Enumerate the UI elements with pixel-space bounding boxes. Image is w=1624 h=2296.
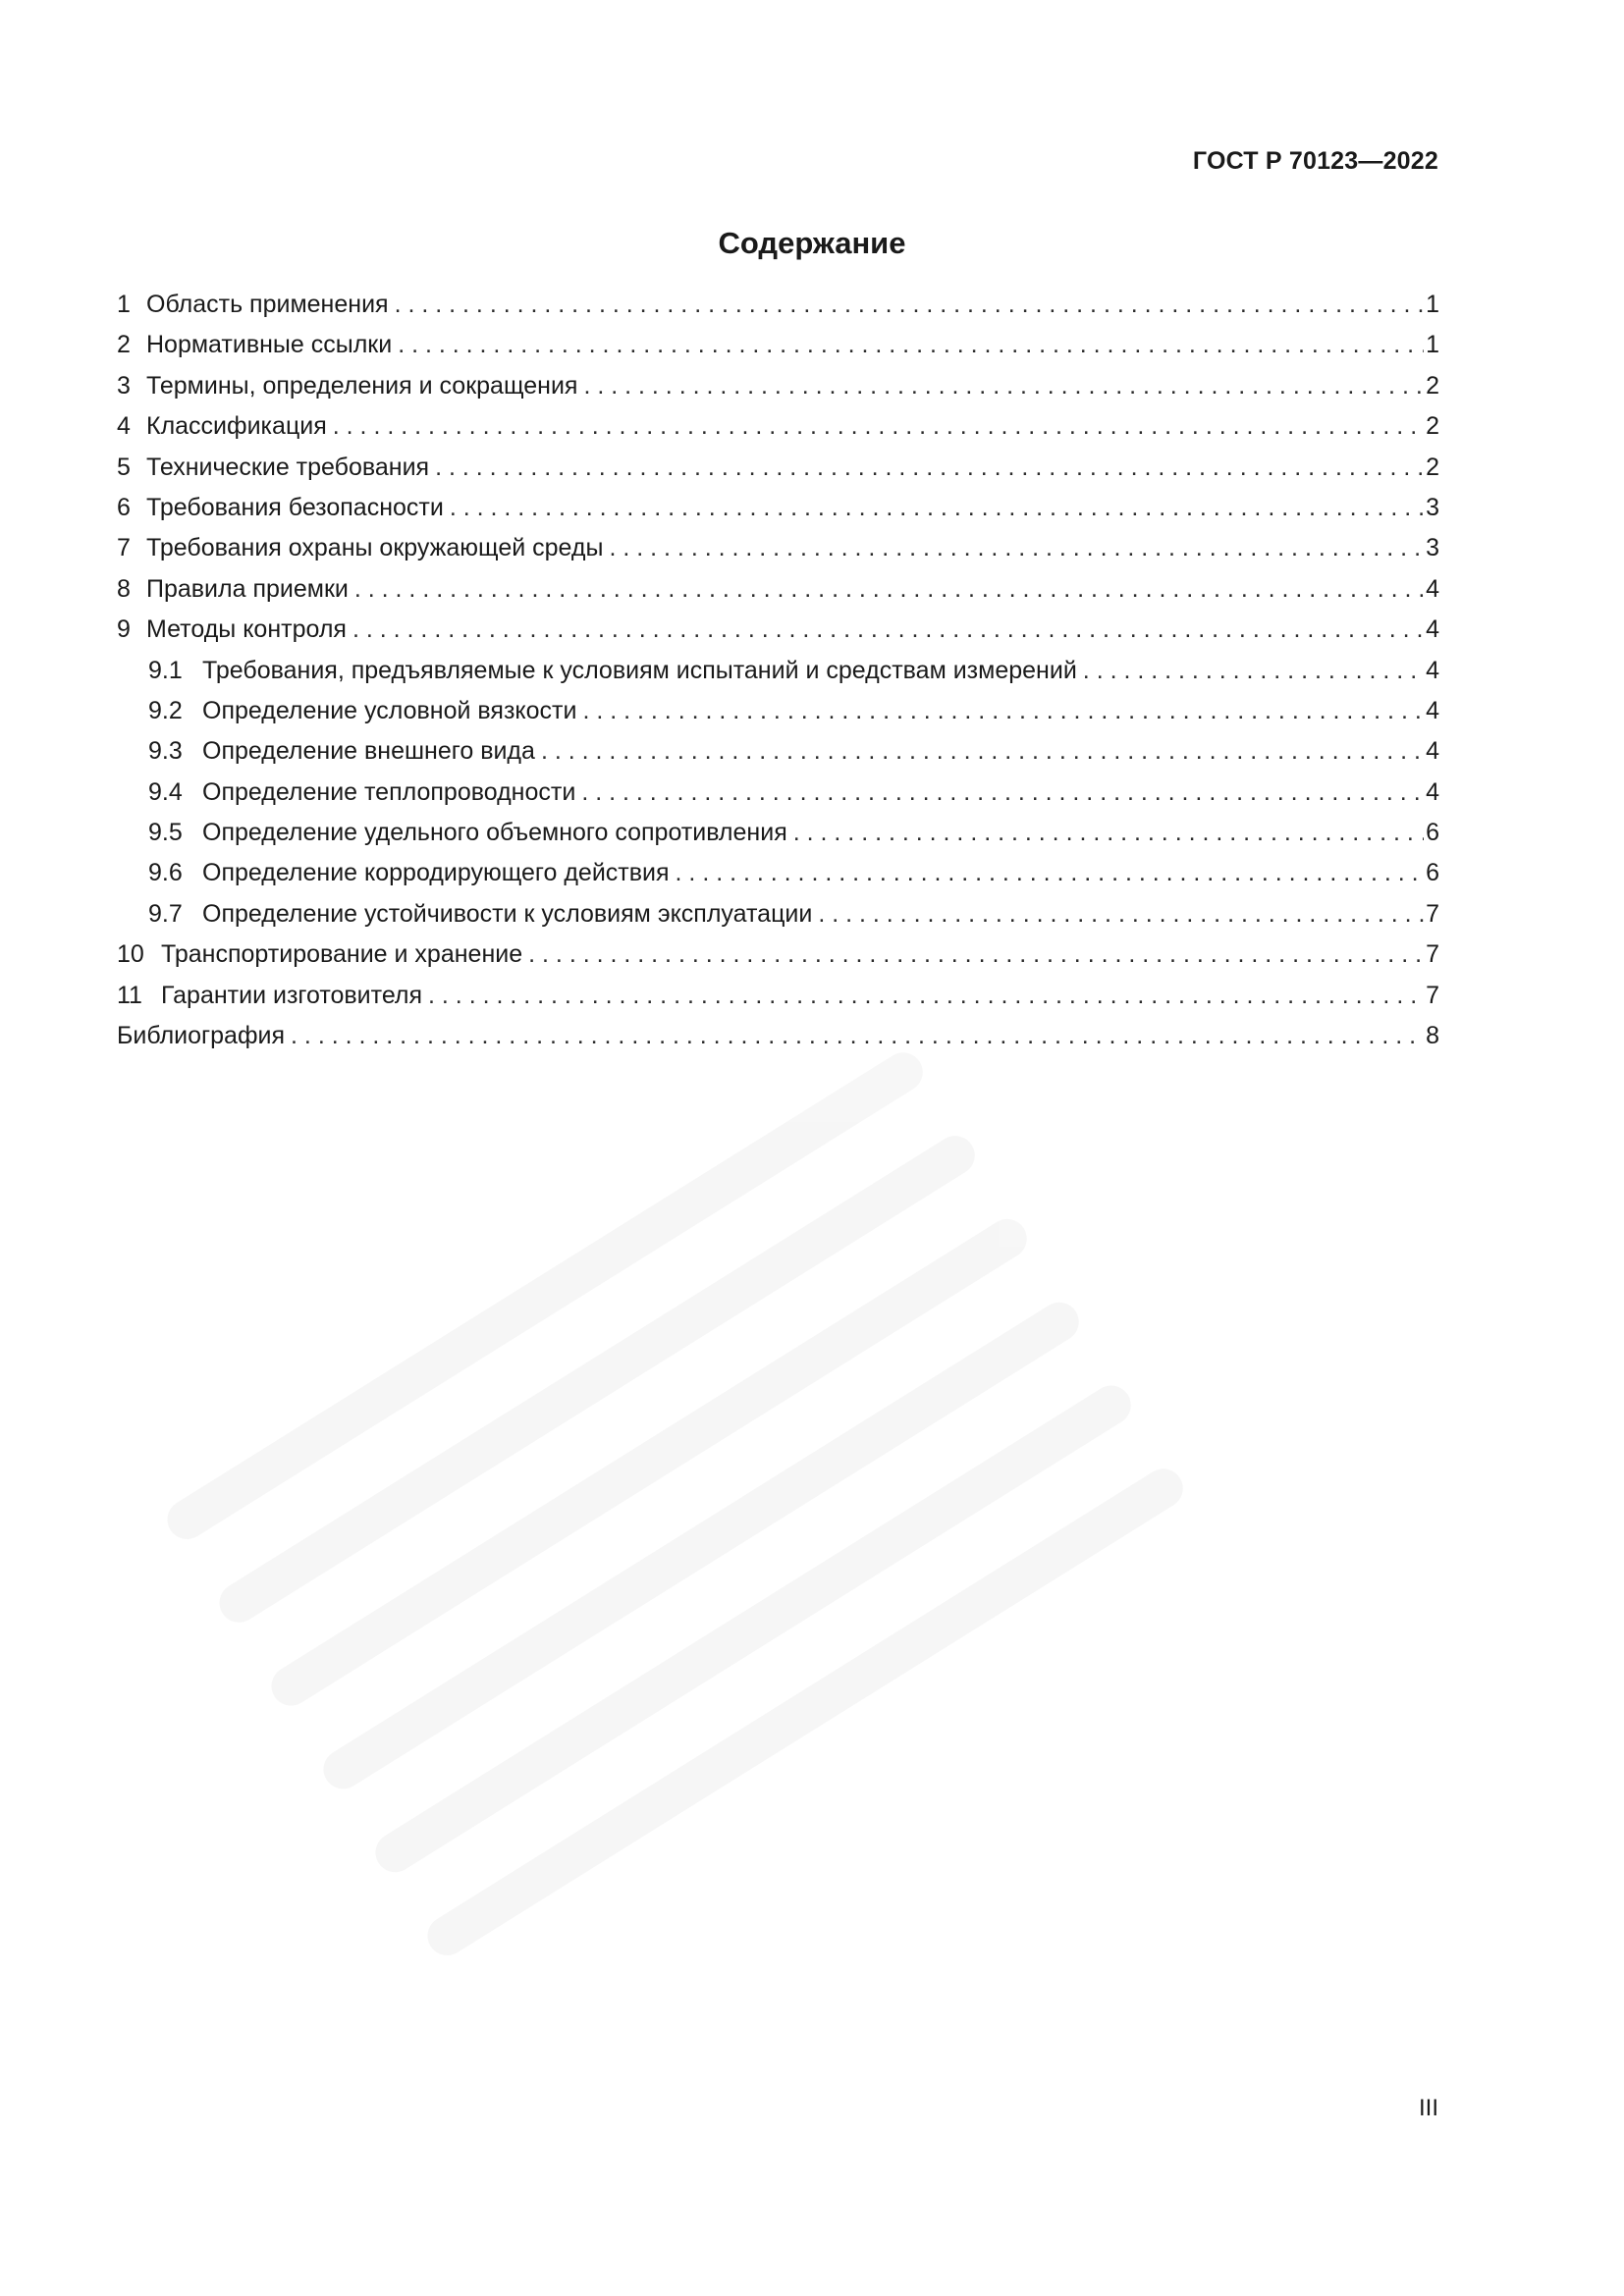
toc-entry-number: 4 xyxy=(117,412,131,441)
toc-entry-number: 9.3 xyxy=(148,737,183,766)
toc-entry-title: Определение устойчивости к условиям эксплуатации xyxy=(202,899,813,928)
toc-dot-leader xyxy=(793,813,1424,853)
background-watermark xyxy=(160,1045,1273,2097)
toc-entry-title: Определение удельного объемного сопротивления xyxy=(202,819,787,847)
toc-entry-page: 2 xyxy=(1426,453,1439,481)
toc-entry-title: Классификация xyxy=(146,412,327,441)
toc-dot-leader xyxy=(581,773,1424,813)
table-of-contents xyxy=(117,285,1439,1056)
toc-entry-number: 6 xyxy=(117,493,131,521)
toc-entry-number: 11 xyxy=(117,981,142,1009)
toc-dot-leader xyxy=(435,448,1424,488)
toc-entry-title: Нормативные ссылки xyxy=(146,331,393,359)
toc-dot-leader xyxy=(352,610,1424,650)
toc-entry-title: Технические требования xyxy=(146,453,430,481)
toc-dot-leader xyxy=(582,691,1424,731)
toc-entry-title: Требования, предъявляемые к условиям испытаний и средствам измерений xyxy=(202,656,1077,684)
toc-dot-leader xyxy=(676,853,1424,893)
toc-entry-9-3[interactable] xyxy=(117,731,1439,772)
toc-entry-6[interactable] xyxy=(117,488,1439,528)
toc-entry-number: 9 xyxy=(117,615,131,644)
toc-entry-9-6[interactable] xyxy=(117,853,1439,893)
toc-entry-title: Область применения xyxy=(146,291,389,318)
toc-entry-page: 6 xyxy=(1426,819,1439,847)
toc-entry-page: 2 xyxy=(1426,412,1439,441)
toc-entry-7[interactable] xyxy=(117,528,1439,568)
toc-entry-title: Транспортирование и хранение xyxy=(161,940,523,969)
toc-entry-9-1[interactable] xyxy=(117,651,1439,691)
toc-entry-page: 4 xyxy=(1426,615,1439,644)
toc-entry-number: 10 xyxy=(117,940,144,969)
toc-entry-title: Методы контроля xyxy=(146,615,347,644)
toc-entry-page: 7 xyxy=(1426,940,1439,969)
toc-entry-page: 3 xyxy=(1426,493,1439,521)
toc-entry-page: 6 xyxy=(1426,859,1439,887)
toc-dot-leader xyxy=(450,488,1424,528)
toc-entry-page: 7 xyxy=(1426,899,1439,928)
toc-entry-page: 2 xyxy=(1426,371,1439,400)
toc-dot-leader xyxy=(333,406,1424,447)
toc-entry-page: 4 xyxy=(1426,656,1439,684)
toc-entry-number: 9.2 xyxy=(148,696,183,724)
toc-dot-leader xyxy=(609,528,1424,568)
toc-entry-bibliography[interactable] xyxy=(117,1016,1439,1056)
toc-entry-2[interactable] xyxy=(117,325,1439,365)
toc-entry-9-7[interactable] xyxy=(117,894,1439,934)
toc-entry-title: Определение условной вязкости xyxy=(202,696,577,724)
toc-dot-leader xyxy=(1083,651,1424,691)
toc-entry-page: 1 xyxy=(1426,331,1439,359)
toc-entry-title: Гарантии изготовителя xyxy=(161,981,423,1009)
toc-entry-page: 7 xyxy=(1426,981,1439,1009)
toc-entry-9-2[interactable] xyxy=(117,691,1439,731)
toc-entry-11[interactable] xyxy=(117,976,1439,1016)
toc-entry-title: Определение корродирующего действия xyxy=(202,859,670,887)
toc-entry-page: 4 xyxy=(1426,696,1439,724)
toc-entry-page: 3 xyxy=(1426,534,1439,562)
toc-entry-page: 4 xyxy=(1426,777,1439,806)
toc-entry-5[interactable] xyxy=(117,448,1439,488)
toc-entry-title: Определение теплопроводности xyxy=(202,777,576,806)
toc-dot-leader xyxy=(354,569,1424,610)
toc-entry-number: 9.6 xyxy=(148,859,183,887)
toc-entry-number: 7 xyxy=(117,534,131,562)
toc-entry-title: Требования безопасности xyxy=(146,493,444,521)
toc-entry-number: 3 xyxy=(117,371,131,400)
toc-entry-number: 9.5 xyxy=(148,819,183,847)
toc-entry-number: 9.4 xyxy=(148,777,183,806)
toc-entry-number: 2 xyxy=(117,331,131,359)
toc-title: Содержание xyxy=(718,226,906,260)
toc-entry-9[interactable] xyxy=(117,610,1439,650)
toc-entry-3[interactable] xyxy=(117,366,1439,406)
toc-entry-number: 8 xyxy=(117,574,131,603)
toc-entry-number: 9.1 xyxy=(148,656,183,684)
toc-entry-number: 1 xyxy=(117,291,131,318)
toc-dot-leader xyxy=(395,285,1424,325)
toc-entry-title: Требования охраны окружающей среды xyxy=(146,534,604,562)
toc-entry-title: Библиография xyxy=(117,1022,286,1050)
toc-entry-page: 4 xyxy=(1426,737,1439,766)
toc-dot-leader xyxy=(818,894,1424,934)
toc-entry-9-4[interactable] xyxy=(117,773,1439,813)
toc-dot-leader xyxy=(428,976,1424,1016)
toc-entry-1[interactable] xyxy=(117,285,1439,325)
toc-dot-leader xyxy=(541,731,1424,772)
toc-entry-title: Термины, определения и сокращения xyxy=(146,371,578,400)
toc-entry-number: 5 xyxy=(117,453,131,481)
document-code: ГОСТ Р 70123—2022 xyxy=(1192,147,1438,175)
toc-dot-leader xyxy=(291,1016,1424,1056)
toc-dot-leader xyxy=(528,934,1424,975)
toc-entry-page: 1 xyxy=(1426,291,1439,318)
page-number: III xyxy=(1418,2095,1438,2121)
toc-entry-4[interactable] xyxy=(117,406,1439,447)
toc-entry-9-5[interactable] xyxy=(117,813,1439,853)
toc-entry-8[interactable] xyxy=(117,569,1439,610)
toc-dot-leader xyxy=(583,366,1424,406)
toc-entry-title: Определение внешнего вида xyxy=(202,737,535,766)
toc-entry-title: Правила приемки xyxy=(146,574,349,603)
toc-entry-10[interactable] xyxy=(117,934,1439,975)
toc-entry-number: 9.7 xyxy=(148,899,183,928)
toc-dot-leader xyxy=(398,325,1424,365)
toc-entry-page: 4 xyxy=(1426,574,1439,603)
toc-entry-page: 8 xyxy=(1426,1022,1439,1050)
